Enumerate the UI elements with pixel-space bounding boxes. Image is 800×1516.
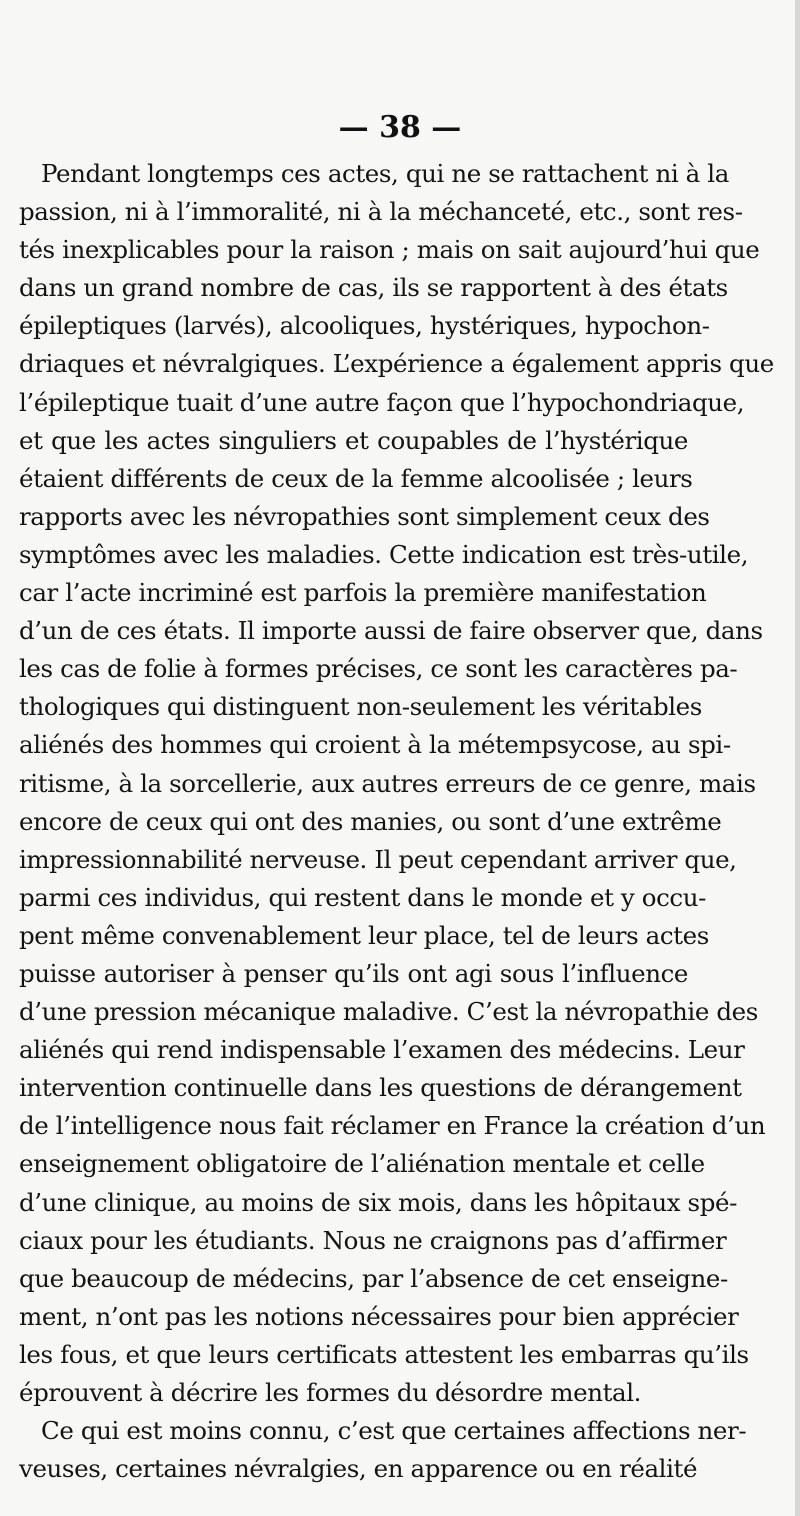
text-line: d’une clinique, au moins de six mois, dans les hôpitaux spé- bbox=[19, 1187, 737, 1217]
text-line: aliénés des hommes qui croient à la métempsycose, au spi- bbox=[19, 730, 731, 760]
text-line: puisse autoriser à penser qu’ils ont agi sous l’influence bbox=[19, 958, 688, 988]
text-line: de l’intelligence nous fait réclamer en France la création d’un bbox=[19, 1111, 766, 1141]
text-line: rapports avec les névropathies sont simplement ceux des bbox=[19, 501, 710, 531]
text-line: intervention continuelle dans les questions de dérangement bbox=[19, 1073, 742, 1103]
text-line: car l’acte incriminé est parfois la première manifestation bbox=[19, 578, 707, 608]
text-line: aliénés qui rend indispensable l’examen des médecins. Leur bbox=[19, 1035, 745, 1065]
text-line: ciaux pour les étudiants. Nous ne craignons pas d’affirmer bbox=[19, 1225, 727, 1255]
text-line: ritisme, à la sorcellerie, aux autres erreurs de ce genre, mais bbox=[19, 768, 756, 798]
text-line: épileptiques (larvés), alcooliques, hystériques, hypochon- bbox=[19, 311, 710, 341]
text-line: les cas de folie à formes précises, ce sont les caractères pa- bbox=[19, 654, 738, 684]
text-line: Pendant longtemps ces actes, qui ne se rattachent ni à la bbox=[41, 159, 729, 188]
text-line: pent même convenablement leur place, tel de leurs actes bbox=[19, 920, 709, 950]
text-line: Ce qui est moins connu, c’est que certaines affections ner- bbox=[41, 1416, 747, 1446]
text-line: impressionnabilité nerveuse. Il peut cependant arriver que, bbox=[19, 844, 737, 874]
text-line: d’une pression mécanique maladive. C’est la névropathie des bbox=[19, 997, 758, 1027]
text-line: et que les actes singuliers et coupables de l’hystérique bbox=[19, 425, 688, 455]
text-line: d’un de ces états. Il importe aussi de faire observer que, dans bbox=[19, 616, 763, 646]
text-line: tés inexplicables pour la raison ; mais on sait aujourd’hui que bbox=[19, 235, 760, 265]
text-line: que beaucoup de médecins, par l’absence de cet enseigne- bbox=[19, 1263, 728, 1293]
text-line: parmi ces individus, qui restent dans le monde et y occu- bbox=[19, 882, 706, 912]
text-line: symptômes avec les maladies. Cette indication est très-utile, bbox=[19, 539, 749, 569]
text-line: thologiques qui distinguent non-seulement les véritables bbox=[19, 692, 702, 722]
text-line: les fous, et que leurs certificats attestent les embarras qu’ils bbox=[19, 1339, 749, 1369]
text-line: veuses, certaines névralgies, en apparence ou en réalité bbox=[19, 1454, 698, 1484]
text-line: l’épileptique tuait d’une autre façon que l’hypochondriaque, bbox=[19, 387, 745, 417]
text-line: étaient différents de ceux de la femme alcoolisée ; leurs bbox=[19, 463, 693, 493]
text-line: dans un grand nombre de cas, ils se rapportent à des états bbox=[19, 273, 728, 303]
text-line: passion, ni à l’immoralité, ni à la méchanceté, etc., sont res- bbox=[19, 197, 743, 227]
text-line: enseignement obligatoire de l’aliénation mentale et celle bbox=[19, 1149, 705, 1179]
page-number: — 38 — bbox=[338, 110, 462, 145]
body-text bbox=[19, 155, 774, 1488]
text-line: driaques et névralgiques. L’expérience a également appris que bbox=[19, 349, 774, 379]
text-line: encore de ceux qui ont des manies, ou sont d’une extrême bbox=[19, 806, 722, 836]
text-line: éprouvent à décrire les formes du désordre mental. bbox=[19, 1378, 642, 1407]
text-line: ment, n’ont pas les notions nécessaires pour bien apprécier bbox=[19, 1301, 739, 1331]
